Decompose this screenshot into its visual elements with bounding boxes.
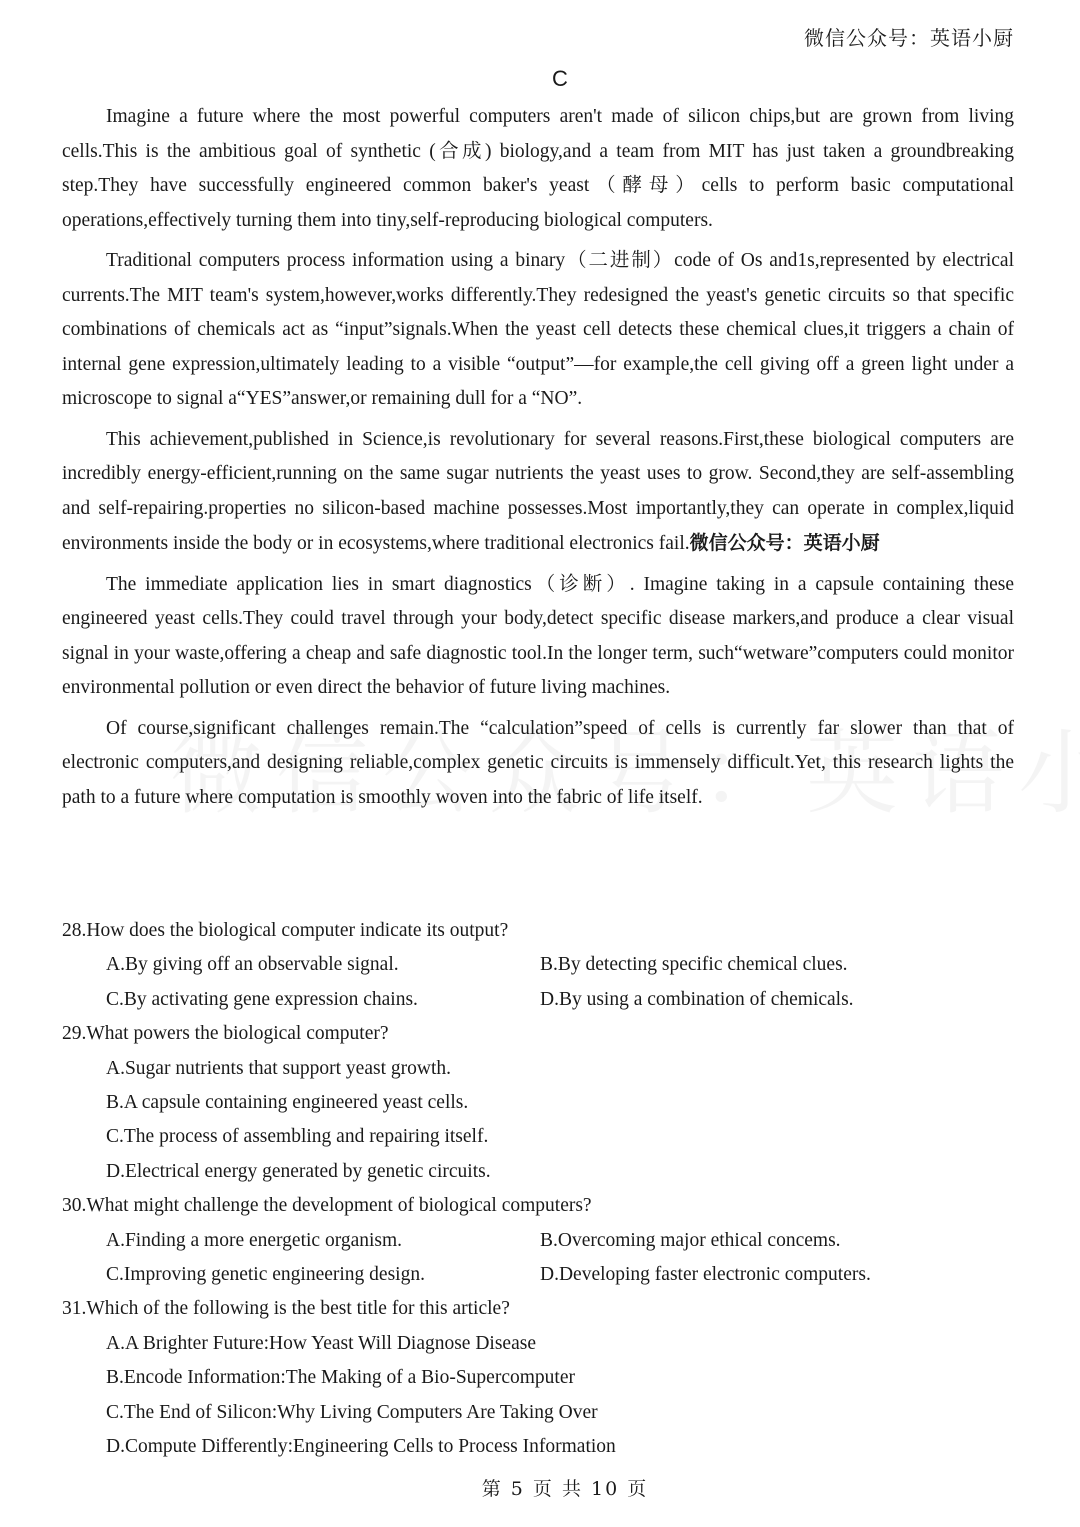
question-28 [62,914,1022,1017]
reading-passage [62,100,1014,821]
question-30 [62,1189,1022,1292]
option-a: A.Sugar nutrients that support yeast growth. [106,1057,451,1079]
page-number-footer: 第 5 页 共 10 页 [481,1478,649,1500]
paragraph-1: Imagine a future where the most powerful computers aren't made of silicon chips,but are grown from living cells.This is the ambitious goal of synthetic (合成) biology,and a team from MIT has just taken a groundbreaking step.They have successfully engineered common baker's yeast（酵母）cells to perform basic computational operations,effectively turning them into tiny,self-reproducing biological computers. [62,106,1014,231]
paragraph-3 [62,423,1014,562]
inline-watermark: 微信公众号：英语小厨 [689,532,880,554]
paragraph-2: Traditional computers process information using a binary（二进制）code of Os and1s,represented by electrical currents.The MIT team's system,however,works differently.They redesigned the yeast's genetic circuits so that specific combinations of chemicals act as “input”signals.When the yeast cell detects these chemical clues,it triggers a chain of internal gene expression,ultimately leading to a visible “output”—for example,the cell giving off a green light under a microscope to signal a“YES”answer,or remaining dull for a “NO”. [62,250,1014,409]
option-d: D.Electrical energy generated by genetic circuits. [106,1160,491,1182]
option-a: A.A Brighter Future:How Yeast Will Diagnose Disease [106,1332,536,1354]
question-stem: 30.What might challenge the development of biological computers? [62,1195,592,1217]
question-29 [62,1017,1022,1189]
wechat-account-header: 微信公众号：英语小厨 [804,26,1014,50]
option-c: C.By activating gene expression chains. [106,988,418,1010]
section-letter: C [552,66,568,91]
option-b: B.By detecting specific chemical clues. [540,954,848,976]
option-b: B.Encode Information:The Making of a Bio-Supercomputer [106,1367,575,1389]
option-c: C.The process of assembling and repairing itself. [106,1126,489,1148]
option-a: A.Finding a more energetic organism. [106,1229,403,1251]
question-list [62,914,1022,1465]
question-stem: 31.Which of the following is the best title for this article? [62,1298,510,1320]
paragraph-3-text: This achievement,published in Science,is revolutionary for several reasons.First,these biological computers are incredibly energy-efficient,running on the same sugar nutrients the yeast uses to grow. Second,they are self-assembling and self-repairing.properties no silicon-based machine possesses.Most importantly,they can operate in complex,liquid environments inside the body or in ecosystems,where traditional electronics fail. [62,428,1014,554]
option-a: A.By giving off an observable signal. [106,954,399,976]
option-b: B.A capsule containing engineered yeast cells. [106,1092,469,1114]
question-31 [62,1292,1022,1464]
question-stem: 29.What powers the biological computer? [62,1023,389,1045]
option-d: D.Compute Differently:Engineering Cells to Process Information [106,1436,616,1458]
question-stem: 28.How does the biological computer indicate its output? [62,920,509,941]
paragraph-4: The immediate application lies in smart diagnostics（诊断）. Imagine taking in a capsule containing these engineered yeast cells.They could travel through your body,detect specific disease markers,and produce a clear visual signal in your waste,offering a cheap and safe diagnostic tool.In the longer term, such“wetware”computers could monitor environmental pollution or even direct the behavior of future living machines. [62,573,1014,698]
option-b: B.Overcoming major ethical concems. [540,1229,841,1251]
option-d: D.Developing faster electronic computers. [540,1264,871,1286]
paragraph-5: Of course,significant challenges remain.The “calculation”speed of cells is currently far slower than that of electronic computers,and designing reliable,complex genetic circuits is immensely difficult.Yet, this research lights the path to a future where computation is smoothly woven into the fabric of life itself. [62,717,1014,808]
option-d: D.By using a combination of chemicals. [540,988,854,1010]
option-c: C.The End of Silicon:Why Living Computers Are Taking Over [106,1401,598,1423]
option-c: C.Improving genetic engineering design. [106,1264,425,1286]
